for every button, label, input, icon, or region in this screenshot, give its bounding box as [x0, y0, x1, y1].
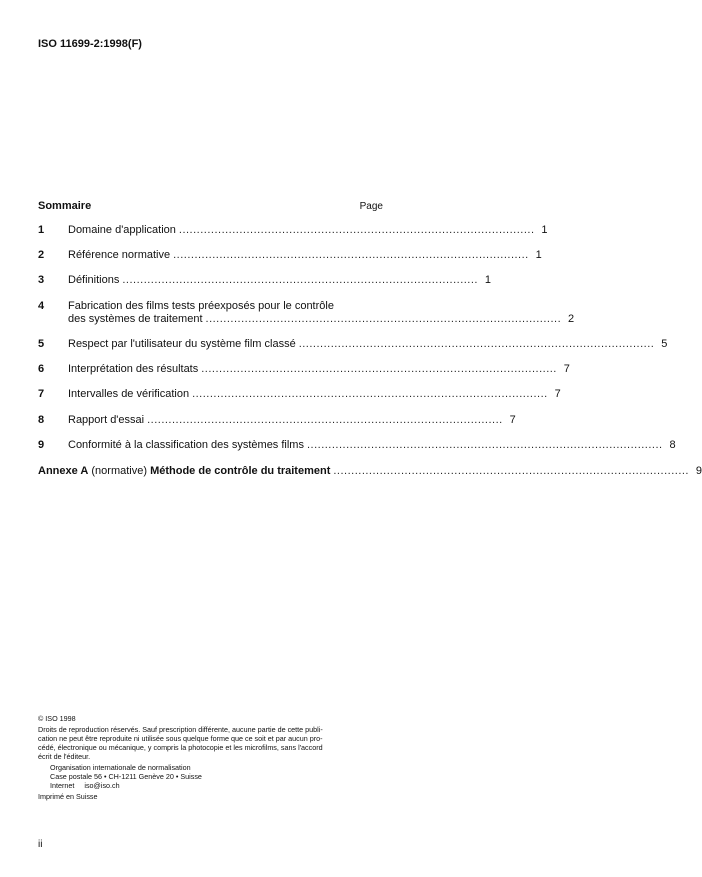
org-address: Case postale 56 • CH-1211 Genève 20 • Suisse — [50, 772, 202, 781]
toc-entry-page: 5 — [661, 338, 668, 350]
org-name: Organisation internationale de normalisation — [50, 763, 191, 772]
copyright-notice — [38, 714, 383, 801]
toc-entry-1[interactable] — [38, 224, 548, 236]
toc-entry-title: Référence normative — [68, 249, 171, 261]
toc-entry-5[interactable] — [38, 338, 668, 350]
toc-leader-dots: .................................................................................................... — [333, 465, 689, 477]
toc-title: Sommaire — [38, 200, 92, 212]
toc-entry-title: Intervalles de vérification — [68, 388, 190, 400]
org-internet: Internet iso@iso.ch — [50, 781, 120, 790]
toc-entry-number: 6 — [38, 363, 45, 375]
toc-entry-9[interactable] — [38, 439, 676, 451]
toc-entry-title: Conformité à la classification des systèmes films — [68, 439, 304, 451]
toc-entry-8[interactable] — [38, 414, 516, 426]
toc-heading-row — [38, 196, 383, 212]
toc-entry-page: 7 — [563, 363, 570, 375]
annex-type: (normative) — [91, 465, 148, 477]
copyright-line: © ISO 1998 — [38, 714, 76, 723]
annex-heading: Méthode de contrôle du traitement — [150, 465, 331, 477]
annex-title — [38, 465, 330, 477]
toc-entry-2[interactable] — [38, 249, 542, 261]
toc-entry-6[interactable] — [38, 363, 570, 375]
toc-entry-title: Rapport d'essai — [68, 414, 145, 426]
toc-entry-page: 9 — [695, 465, 702, 477]
toc-leader-dots: .................................................................................................... — [192, 388, 548, 400]
toc-entry-annex-a[interactable] — [38, 465, 702, 477]
toc-entry-number: 3 — [38, 274, 45, 286]
toc-entry-title: Définitions — [68, 274, 120, 286]
toc-entry-number: 9 — [38, 439, 45, 451]
toc-leader-dots: .................................................................................................... — [122, 274, 478, 286]
toc-leader-dots: .................................................................................................... — [306, 439, 663, 451]
rights-line: cation ne peut être reproduite ni utilisée sous quelque forme que ce soit et par aucun pro- — [38, 734, 323, 743]
toc-entry-4[interactable] — [38, 300, 575, 325]
toc-entry-number: 4 — [38, 300, 45, 312]
toc-entry-page: 8 — [669, 439, 676, 451]
toc-entry-page: 7 — [509, 414, 516, 426]
toc-entry-page: 1 — [535, 249, 542, 261]
toc-entry-page: 2 — [568, 313, 575, 325]
toc-entry-title: des systèmes de traitement — [68, 313, 203, 325]
toc-entry-title: Interprétation des résultats — [68, 363, 199, 375]
toc-entry-number: 8 — [38, 414, 45, 426]
annex-label: Annexe A — [38, 465, 89, 477]
toc-entry-number: 7 — [38, 388, 45, 400]
toc-entry-page: 1 — [484, 274, 491, 286]
toc-page-label: Page — [359, 201, 383, 212]
toc-entry-number: 2 — [38, 249, 45, 261]
toc-entry-3[interactable] — [38, 274, 491, 286]
document-header: ISO 11699-2:1998(F) — [38, 38, 142, 50]
table-of-contents — [38, 196, 702, 477]
rights-line: écrit de l'éditeur. — [38, 752, 91, 761]
toc-entry-title: Respect par l'utilisateur du système film classé — [68, 338, 296, 350]
toc-leader-dots: .................................................................................................... — [147, 414, 503, 426]
toc-leader-dots: .................................................................................................... — [298, 338, 655, 350]
toc-leader-dots: .................................................................................................... — [178, 224, 535, 236]
toc-entry-number: 1 — [38, 224, 45, 236]
toc-entry-page: 7 — [554, 388, 561, 400]
toc-entry-number: 5 — [38, 338, 45, 350]
page-number: ii — [38, 839, 43, 850]
toc-entry-7[interactable] — [38, 388, 561, 400]
toc-entry-title-line1: Fabrication des films tests préexposés pour le contrôle — [68, 300, 334, 312]
rights-line: Droits de reproduction réservés. Sauf prescription différente, aucune partie de cette publi- — [38, 725, 323, 734]
toc-entry-title: Domaine d'application — [68, 224, 176, 236]
toc-leader-dots: .................................................................................................... — [201, 363, 557, 375]
rights-line: cédé, électronique ou mécanique, y compris la photocopie et les microfilms, sans l'accord — [38, 743, 323, 752]
toc-leader-dots: .................................................................................................... — [205, 313, 562, 325]
toc-entry-page: 1 — [541, 224, 548, 236]
printed-in: Imprimé en Suisse — [38, 792, 98, 801]
toc-leader-dots: .................................................................................................... — [173, 249, 529, 261]
